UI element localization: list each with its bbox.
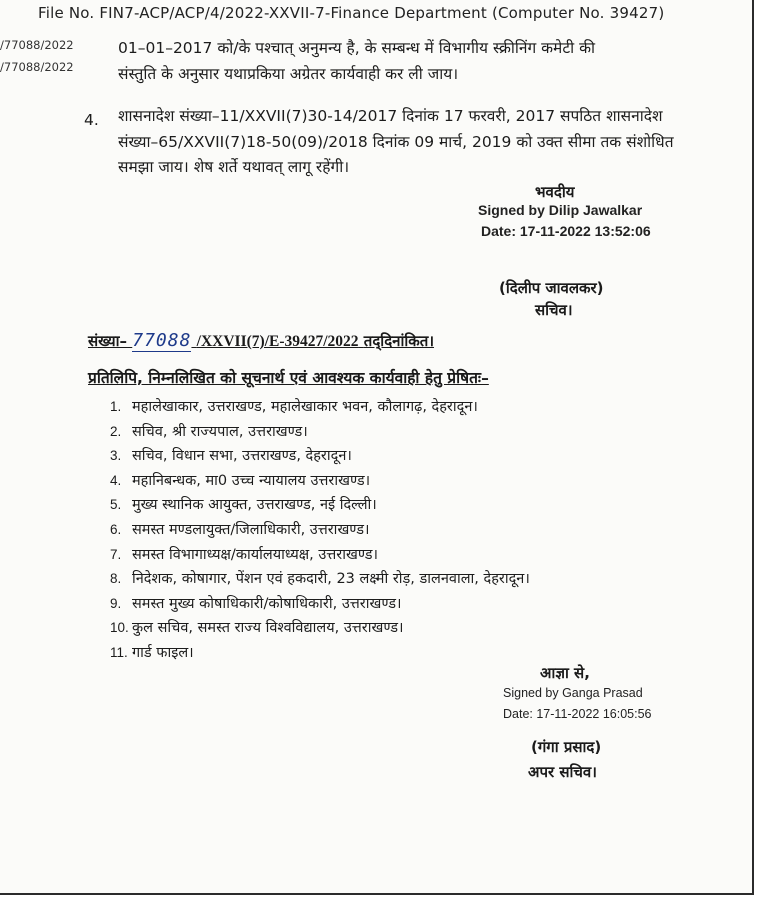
list-item-number: 9. [110,595,122,611]
list-item-number: 8. [110,571,122,587]
list-item [110,470,530,495]
signatory-name: (दिलीप जावलकर) [499,279,604,297]
list-item-number: 11. [110,644,128,660]
list-item-number: 4. [110,472,122,488]
list-item-number: 6. [110,521,122,537]
paragraph-line: समझा जाय। शेष शर्ते यथावत् लागू रहेंगी। [118,158,350,176]
list-item [110,445,530,470]
signature-date: Date: 17-11-2022 13:52:06 [481,223,651,239]
list-item-text: समस्त विभागाध्यक्ष/कार्यालयाध्यक्ष, उत्तराखण्ड। [132,546,378,563]
paragraph-number: 4. [84,111,99,129]
handwritten-reference-number: 77088 [132,330,192,351]
signature-date: Date: 17-11-2022 16:05:56 [503,707,652,721]
list-item-text: समस्त मुख्य कोषाधिकारी/कोषाधिकारी, उत्तराखण्ड। [132,595,402,612]
paragraph-line: संस्तुति के अनुसार यथाप्रकिया अग्रेतर कार्यवाही कर ली जाय। [118,65,459,83]
list-item [110,617,530,642]
list-item [110,544,530,569]
list-item-number: 3. [110,448,122,464]
list-item-text: महालेखाकार, उत्तराखण्ड, महालेखाकार भवन, कौलागढ़, देहरादून। [132,399,478,415]
list-item [110,519,530,544]
list-item [110,396,530,421]
list-item-number: 7. [110,546,122,562]
signatory-designation: अपर सचिव। [528,763,597,781]
paragraph-line: शासनादेश संख्या–11/XXVII(7)30-14/2017 दिनांक 17 फरवरी, 2017 सपठित शासनादेश [118,107,663,125]
margin-reference: /77088/2022 [0,60,74,74]
list-item-text: कुल सचिव, समस्त राज्य विश्वविद्यालय, उत्तराखण्ड। [132,620,404,637]
reference-suffix: तद्‌दिनांकित। [363,332,435,350]
list-item [110,568,530,593]
reference-number-line [88,330,434,352]
list-item-number: 2. [110,423,122,439]
list-item-text: मुख्य स्थानिक आयुक्त, उत्तराखण्ड, नई दिल्ली। [132,497,377,514]
signatory-name: (गंगा प्रसाद) [531,738,602,756]
paragraph-line: 01–01–2017 को/के पश्चात् अनुमन्य है, के सम्बन्ध में विभागीय स्क्रीनिंग कमेटी की [118,39,596,57]
margin-reference: /77088/2022 [0,38,74,52]
signature-salutation: भवदीय [535,183,575,201]
paragraph-line: संख्या–65/XXVII(7)18-50(09)/2018 दिनांक 09 मार्च, 2019 को उक्त सीमा तक संशोधित [118,133,674,151]
list-item-number: 5. [110,497,122,513]
digital-signature: Signed by Ganga Prasad [503,686,643,700]
list-item-number: 10. [110,620,129,636]
list-item [110,421,530,446]
reference-code: /XXVII(7)/E-39427/2022 [196,333,359,350]
digital-signature: Signed by Dilip Jawalkar [478,202,643,218]
reference-prefix: संख्या– [88,332,128,350]
signature-salutation: आज्ञा से, [540,664,590,682]
list-item-text: सचिव, विधान सभा, उत्तराखण्ड, देहरादून। [132,448,352,465]
file-no-label: File No. [38,4,95,22]
list-item-text: समस्त मण्डलायुक्त/जिलाधिकारी, उत्तराखण्ड। [132,521,370,538]
file-no-value: FIN7-ACP/ACP/4/2022-XXVII-7-Finance Department (Computer No. 39427) [99,4,665,22]
list-item-text: महानिबन्धक, मा0 उच्च न्यायालय उत्तराखण्ड। [132,472,371,489]
list-item-text: निदेशक, कोषागार, पेंशन एवं हकदारी, 23 लक्ष्मी रोड़, डालनवाला, देहरादून। [132,571,530,588]
copy-recipient-list [110,396,530,667]
list-item [110,494,530,519]
list-item-text: गार्ड फाइल। [132,644,194,661]
list-item [110,593,530,618]
list-item-number: 1. [110,399,122,414]
list-item [110,642,530,667]
list-item-text: सचिव, श्री राज्यपाल, उत्तराखण्ड। [132,423,308,440]
signatory-designation: सचिव। [535,301,573,319]
copy-heading: प्रतिलिपि, निम्नलिखित को सूचनार्थ एवं आवश्यक कार्यवाही हेतु प्रेषितः– [88,369,489,387]
file-number-header [38,4,664,22]
